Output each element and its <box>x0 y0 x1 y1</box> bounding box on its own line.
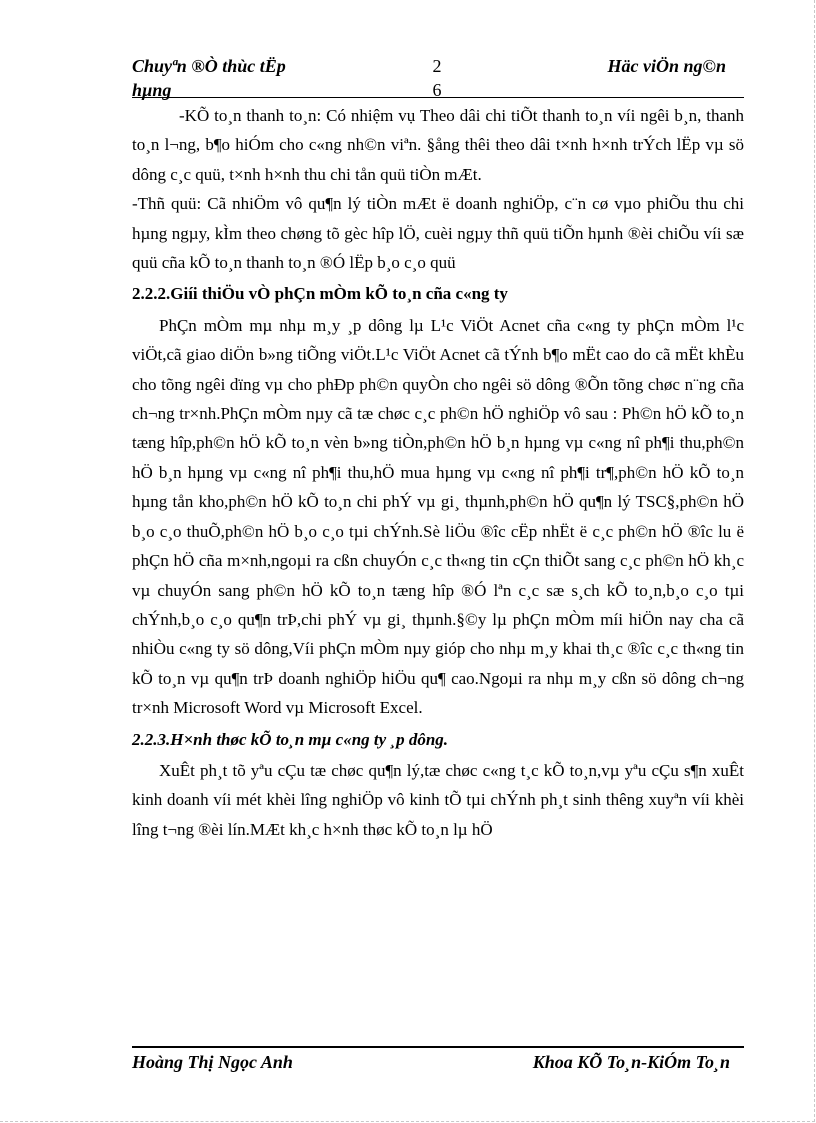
paragraph-software-description: PhÇn mÒm mµ nhµ m¸y ¸p dông lµ L¹c ViÖt Acnet cña c«ng ty phÇn mÒm l¹c viÖt,cã giao diÖn b»ng tiÕng viÖt.L¹c ViÖt Acnet cã tÝnh b¶o mËt cao do cã mËt khÈu cho tõng ngêi dïng vµ cho phÐp ph©n quyÒn cho ngêi sö dông ®Õn tõng chøc n¨ng cña ch¬ng tr×nh.PhÇn mÒm nµy cã tæ chøc c¸c ph©n hÖ nghiÖp vô sau : Ph©n hÖ kÕ to¸n tæng hîp,ph©n hÖ kÕ to¸n vèn b»ng tiÒn,ph©n hÖ b¸n hµng vµ c«ng nî ph¶i thu,ph©n hÖ b¸n hµng vµ c«ng nî ph¶i thu,hÖ mua hµng vµ c«ng nî ph¶i tr¶,ph©n hÖ kÕ to¸n hµng tån kho,ph©n hÖ kÕ to¸n chi phÝ vµ gi¸ thµnh,ph©n hÖ qu¶n lý TSC§,ph©n hÖ b¸o c¸o thuÕ,ph©n hÖ b¸o c¸o tµi chÝnh.Sè liÖu ®îc cËp nhËt ë c¸c ph©n hÖ ®îc lu ë phÇn hÖ cña m×nh,ngoµi ra cßn chuyÓn c¸c th«ng tin cÇn thiÕt sang c¸c ph©n hÖ kh¸c vµ chuyÓn sang ph©n hÖ kÕ to¸n tæng hîp ®Ó lªn c¸c sæ s¸ch kÕ to¸n,b¸o c¸o tµi chÝnh,b¸o c¸o qu¶n trÞ,chi phÝ vµ gi¸ thµnh.§©y lµ phÇn mÒm míi hiÖn nay cha cã nhiÒu c«ng ty sö dông,Víi phÇn mÒm nµy gióp cho nhµ m¸y khai th¸c ®îc c¸c th«ng tin kÕ to¸n vµ qu¶n trÞ doanh nghiÖp hiÖu qu¶ cao.Ngoµi ra nhµ m¸y cßn sö dông ch¬ng tr×nh Microsoft Word vµ Microsoft Excel. <box>132 315 744 718</box>
paragraph-accountant-payment: -KÕ to¸n thanh to¸n: Có nhiệm vụ Theo dâi chi tiÕt thanh to¸n víi ngêi b¸n, thanh to¸n l¬ng, b¶o hiÓm cho c«ng nh©n viªn. §ång thêi theo dâi t×nh h×nh trÝch lËp vµ sö dông c¸c quü, t×nh h×nh thu chi tån quü tiÒn mÆt. <box>132 106 744 184</box>
header-title-right: Häc viÖn ng©n <box>607 56 726 76</box>
header-divider <box>132 97 744 98</box>
page-header <box>132 52 744 100</box>
header-title-left: Chuyªn ®Ò thùc tËp hµng <box>132 56 286 100</box>
paragraph-treasurer: -Thñ quü: Cã nhiÖm vô qu¶n lý tiÒn mÆt ë doanh nghiÖp, c¨n cø vµo phiÕu thu chi hµng ngµy, kÌm theo chøng tõ gèc hîp lÖ, cuèi ngµy thñ quü tiÕn hµnh ®èi chiÕu víi sæ quü cña kÕ to¸n thanh to¸n ®Ó lËp b¸o c¸o quü <box>132 194 744 273</box>
section-heading-accounting-form: 2.2.3.H×nh thøc kÕ to¸n mµ c«ng ty ¸p dông. <box>132 729 449 749</box>
footer-divider <box>132 1046 744 1048</box>
paragraph-accounting-form: XuÊt ph¸t tõ yªu cÇu tæ chøc qu¶n lý,tæ chøc c«ng t¸c kÕ to¸n,vµ yªu cÇu s¶n xuÊt kinh doanh víi mét khèi lîng nghiÖp vô kinh tÕ tµi chÝnh ph¸t sinh thêng xuyªn víi khèi lîng t¬ng ®èi lín.MÆt kh¸c h×nh thøc kÕ to¸n lµ hÖ <box>132 760 744 839</box>
section-heading-software: 2.2.2.Giíi thiÖu vÒ phÇn mÒm kÕ to¸n cña c«ng ty <box>132 284 508 304</box>
document-body <box>132 101 744 844</box>
footer-department: Khoa KÕ To¸n-KiÓm To¸n <box>532 1052 730 1072</box>
footer-author: Hoàng Thị Ngọc Anh <box>132 1052 293 1072</box>
header-page-number: 2 6 <box>432 56 442 100</box>
